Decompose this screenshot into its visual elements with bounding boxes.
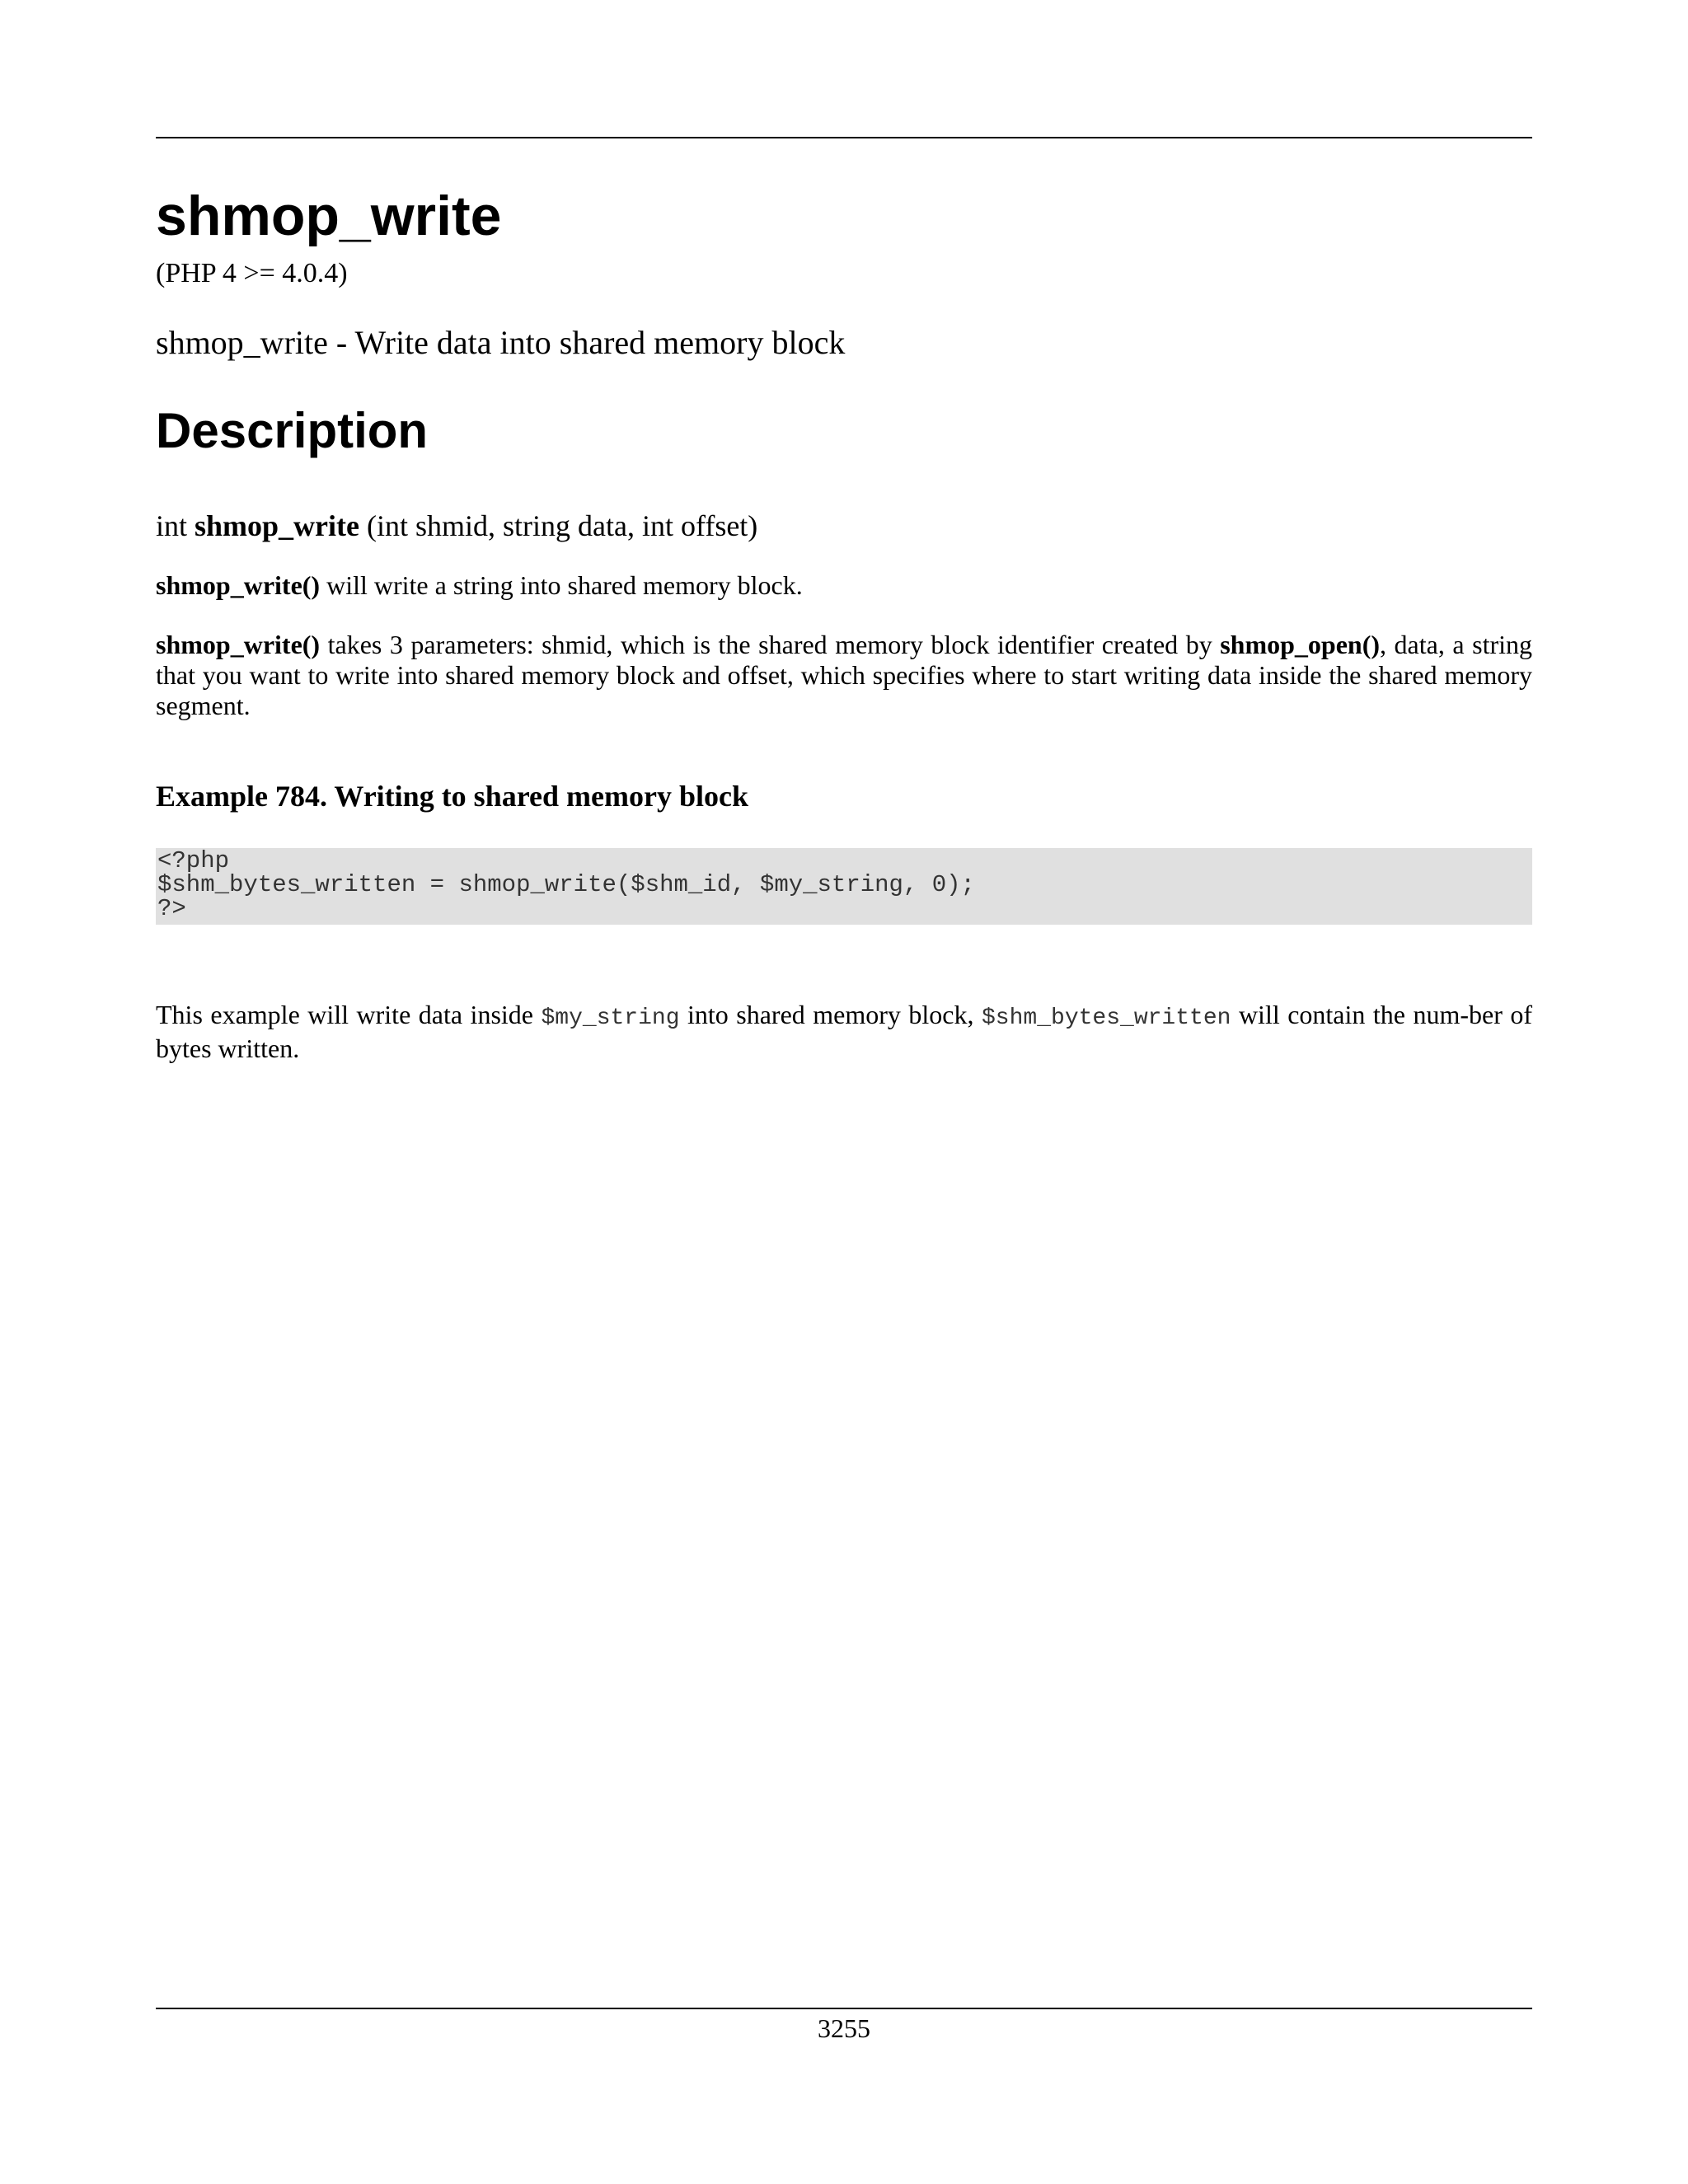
synopsis-return-type: int <box>156 509 188 542</box>
synopsis-function-name: shmop_write <box>195 509 360 542</box>
description-paragraph-1 <box>156 569 1532 601</box>
code-block <box>156 848 1532 925</box>
version-info: (PHP 4 >= 4.0.4) <box>156 258 348 288</box>
example-title: Example 784. Writing to shared memory block <box>156 780 748 813</box>
paragraph-text: , data, a string that you want to write into shared memory block and offset, which specifies where to start writing data inside the shared memory segment. <box>156 630 1533 720</box>
paragraph-text: into shared memory block, <box>679 1000 982 1029</box>
page-title: shmop_write <box>156 185 502 247</box>
code-line: $shm_bytes_written = shmop_write($shm_id, $my_string, 0); <box>157 871 975 898</box>
code-line: ?> <box>157 895 186 922</box>
code-line: <?php <box>157 847 230 874</box>
description-heading: Description <box>156 403 429 458</box>
document-page <box>156 0 1532 2184</box>
header-rule <box>156 137 1532 138</box>
refpurpose: shmop_write - Write data into shared memory block <box>156 324 846 361</box>
description-paragraph-2 <box>156 630 1532 721</box>
paragraph-text: This example will write data inside <box>156 1000 542 1029</box>
paragraph-text: takes 3 parameters: shmid, which is the shared memory block identifier created by <box>320 630 1221 659</box>
synopsis-params: (int shmid, string data, int offset) <box>367 509 758 542</box>
variable-shm-bytes-written: $shm_bytes_written <box>982 1005 1231 1031</box>
variable-my-string: $my_string <box>541 1005 680 1031</box>
example-explanation <box>156 1000 1532 1064</box>
paragraph-text: will write a string into shared memory block. <box>320 570 803 600</box>
page-number: 3255 <box>818 2013 870 2043</box>
function-ref-shmop-open: shmop_open() <box>1220 630 1381 659</box>
function-ref: shmop_write() <box>156 630 321 659</box>
function-synopsis <box>156 509 757 544</box>
footer-rule <box>156 2008 1532 2009</box>
function-ref: shmop_write() <box>156 570 321 600</box>
paragraph-text: will contain the num-ber of bytes written. <box>156 1000 1533 1063</box>
